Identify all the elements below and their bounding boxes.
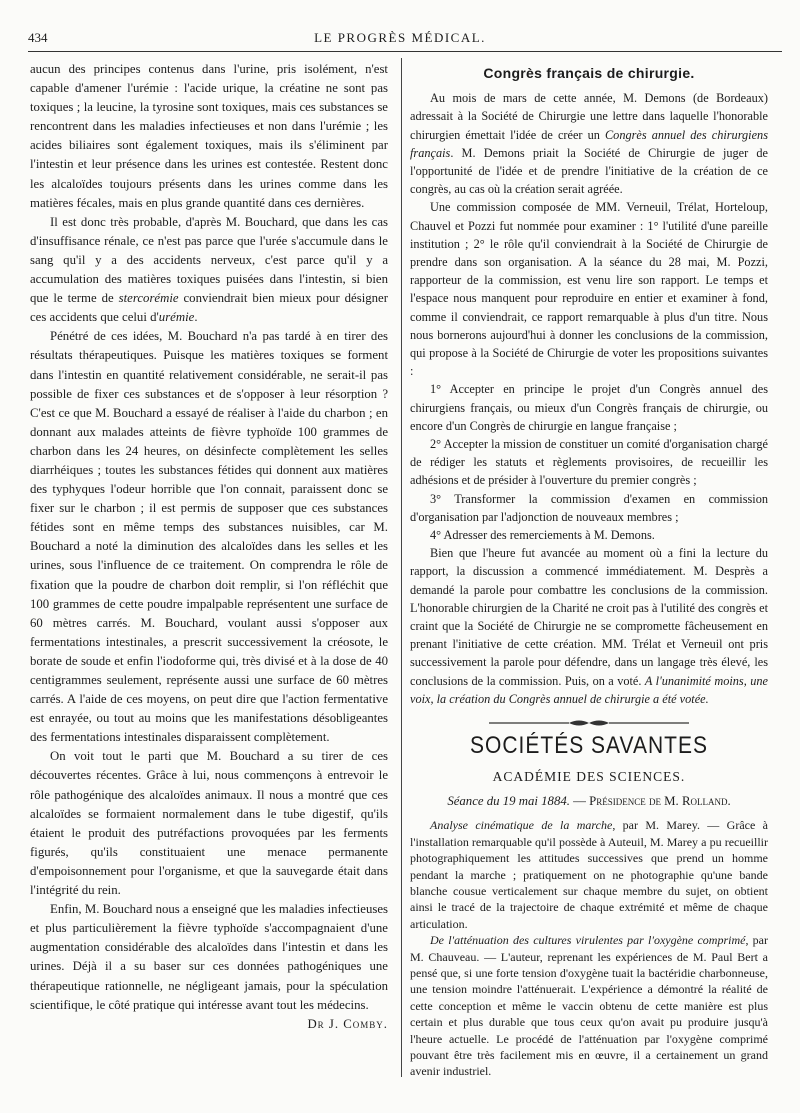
seance-line [410,792,768,811]
text-run: Il est donc très probable, d'après M. Bouchard, que dans les cas d'insuffisance rénale, ce n'est pas parce que l'urée s'accumule dans le sang qu'il y a des accidents nerveux, c'est parce qu'il y a accumulation des matières toxiques puisées dans l'intestin, si bien que le terme de [30,214,388,306]
text-run: Au mois de mars de cette année, M. Demons (de Bordeaux) adressait à la Société de Chirurgie une lettre dans laquelle l'honorable chirurgien émettait l'idée de créer un [410,91,768,142]
emphasis: stercorémie [118,291,179,306]
list-item: 4° Adresser des remerciements à M. Demons. [430,527,655,542]
left-column [30,60,388,1034]
paragraph [410,89,768,198]
paragraph: Une commission composée de MM. Verneuil, Trélat, Horteloup, Chauvel et Pozzi fut nommée pour examiner : 1° l'utilité d'une pareille institution ; 2° le rôle qu'il conviendrait à la Société de Chirurgie de prendre dans son organisation. A la séance du 28 mai, M. Pozzi, rapporteur de la commission, est venu lire son rapport. Le temps et l'espace nous manquent pour reproduire en entier et examiner à fond, comme il conviendrait, ce rapport remarquable à plus d'un titre. Nous nous bornerons aujourd'hui à donner les conclusions de la commission, qui propose à la Société de Chirurgie de voter les propositions suivantes : [410,200,768,379]
divider-ornament-icon [489,718,689,728]
right-column [410,60,768,1080]
emphasis: Analyse cinématique de la marche [430,818,613,833]
paragraph: Pénétré de ces idées, M. Bouchard n'a pas tardé à en tirer des résultats thérapeutiques. Puisque les matières toxiques se forment dans l'intestin en quantité relativement considérable, ne serait-il pas possible de fixer ces substances et de s'opposer à leur résorption ? C'est ce que M. Bouchard a essayé de réaliser à l'aide du charbon ; en donnant aux malades atteints de fièvre typhoïde 100 grammes de charbon dans les 24 heures, on désinfecte complètement les selles diarrhéiques ; toutes les substances fétides qui donnent aux matières des typhyques l'odeur horrible que l'on connait, paraissent donc se fixer sur le charbon ; il est permis de supposer que ces substances fétides sont en même temps des substances nuisibles, car M. Bouchard a noté la diminution des alcaloïdes dans les selles et les urines, sous l'influence de ce traitement. On comprendra le rôle de fixation que la poudre de charbon doit remplir, si l'on réfléchit que 100 grammes de cette poudre impalpable représentent une surface de 60 mètres carrés. M. Bouchard, voulant aussi s'opposer aux fermentations intestinales, a prescrit successivement la créosote, le borate de soude et enfin l'iodoforme qui, très divisé et à la dose de 40 centigrammes seulement, représente aussi une surface de 60 mètres carrés. A l'aide de ces moyens, on peut dire que l'action fermentative est enrayée, ou tout au moins que les manifestations désobligeantes des fermentations intestinales disparaissent complètement. [30,329,388,745]
running-title: LE PROGRÈS MÉDICAL. [314,30,486,45]
seance-presidence: — Présidence de M. Rolland. [569,794,731,809]
congres-article [410,89,768,708]
seance-date: Séance du 19 mai 1884. [447,794,570,809]
page-number: 434 [28,30,48,45]
paragraph [410,817,768,932]
author-signature [30,1015,388,1034]
column-divider [401,58,402,1077]
paragraph [30,213,388,328]
emphasis: urémie [158,310,195,325]
academy-reports [410,817,768,1080]
signature-text: Dr J. Comby. [307,1016,388,1031]
page-header [28,30,772,50]
text-run: . M. Demons priait la Société de Chirurgie de juger de l'opportunité de l'idée et de prendre l'initiative de la création de ce congrès, au cas où la création serait agréée. [410,145,768,197]
header-rule [28,51,782,52]
emphasis: Congrès annuel des chirurgiens français [410,127,768,160]
paragraph [410,544,768,708]
list-item: 3° Transformer la commission d'examen en commission d'organisation par l'adjonction de nouveaux membres ; [410,491,768,524]
emphasis: De l'atténuation des cultures virulentes par l'oxygène comprimé [430,933,746,948]
list-item: 1° Accepter en principe le projet d'un Congrès annuel des chirurgiens français, ou mieux d'un Congrès français de chirurgie, ou encore d'un Congrès de chirurgie en langue française ; [410,382,768,433]
academy-heading: ACADÉMIE DES SCIENCES. [492,769,686,785]
text-run: conviendrait bien mieux pour désigner ces accidents que celui d' [30,291,388,325]
section-title-societes: SOCIÉTÉS SAVANTES [470,732,708,759]
paragraph: On voit tout le parti que M. Bouchard a su tirer de ces découvertes récentes. Grâce à lui, nous commençons à entrevoir le rôle pathogénique des alcaloïdes animaux. Il nous a montré que ces alcaloïdes se formaient normalement dans le tube digestif, qu'ils étaient le produit des putréfactions provoquées par les ferments figurés, qu'ils constituaient une menace permanente d'empoisonnement pour l'organisme, et que la sauvegarde était dans l'intégrité du rein. [30,749,388,898]
ornamental-divider [410,718,768,728]
paragraph: Enfin, M. Bouchard nous a enseigné que les maladies infectieuses et plus particulièrement la fièvre typhoïde s'accompagnaient d'une augmentation considérable des alcaloïdes dans l'intestin et dans les urines. Déjà il a su baser sur ces données pathogéniques une thérapeutique rationnelle, ne négligeant jamais, pour la spéculation scientifique, le côté pratique qui intéresse avant tout les médecins. [30,902,388,1012]
emphasis: A l'unanimité moins, une voix, la création du Congrès annuel de chirurgie a été votée. [410,673,768,706]
paragraph: aucun des principes contenus dans l'urine, pris isolément, n'est capable d'amener l'urémie : l'acide urique, la créatine ne sont pas toxiques ; la leucine, la tyrosine sont toxiques, mais ces substances se rencontrent dans les maladies infectieuses et non dans l'urémie ; les acides biliaires sont également toxiques, mais ils s'éliminent par l'intestin et leur présence dans les urines est contestée. Restent donc les alcaloïdes toujours présents dans les urines comme dans les matières fécales, mais en plus grande quantité dans ces dernières. [30,62,388,210]
text-run: . [194,310,198,325]
text-run: , par M. Chauveau. — L'auteur, reprenant les expériences de M. Paul Bert a pensé que, si une forte tension d'oxygène tuait la bactéridie charbonneuse, une tension moindre l'atténuerait. L'expérience a démontré la réalité de cette conception et même le vaccin obtenu de cette manière est plus certain et plus durable que tous ceux qu'on avait pu produire jusqu'à l'heure actuelle. Le procédé de l'atténuation par l'oxygène comprimé pouvant être très facilement mis en œuvre, il a certainement un grand avenir industriel. [410,933,768,1079]
section-title-congres: Congrès français de chirurgie. [483,65,695,81]
paragraph [410,932,768,1080]
text-run: Bien que l'heure fut avancée au moment où a fini la lecture du rapport, la discussion a commencé immédiatement. M. Desprès a demandé la parole pour combattre les conclusions de la commission. L'honorable chirurgien de la Charité ne croit pas à l'utilité des congrès et craint que la Société de Chirurgie ne se compromette fâcheusement en prenant l'initiative de cette création. MM. Trélat et Verneuil ont pris successivement la parole pour défendre, dans un langage très élevé, les conclusions de la commission. Puis, on a voté. [410,546,768,688]
list-item: 2° Accepter la mission de constituer un comité d'organisation chargé de rédiger les statuts et règlements provisoires, de recueillir les adhésions et de présider à l'ouverture du premier congrès ; [410,436,768,488]
text-run: , par M. Marey. — Grâce à l'installation remarquable qu'il possède à Auteuil, M. Marey a pu recueillir photographiquement les attitudes successives que prend un homme pendant la marche ; pratiquement on ne photographie qu'une bande blanche cousue verticalement sur chaque membre du sujet, on obtient ainsi le tracé de la trajectoire de chaque extrémité et même de chaque articulation. [410,818,769,931]
